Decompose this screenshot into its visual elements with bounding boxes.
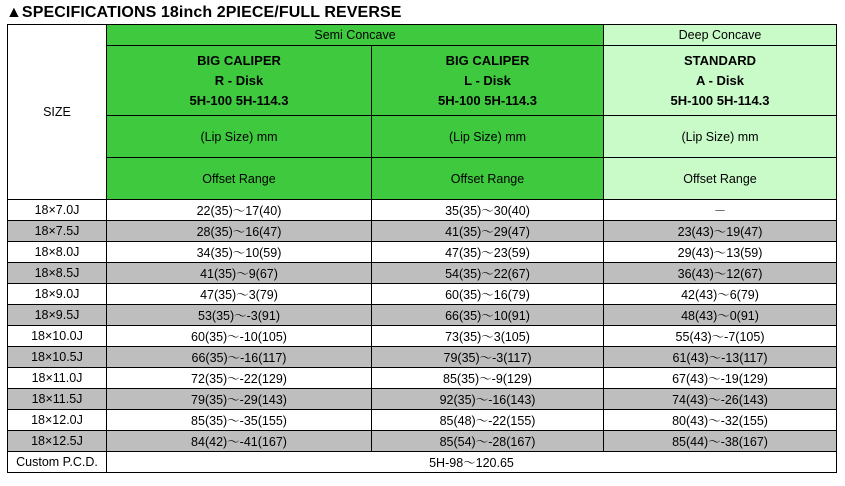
r-disk-offset-cell: 84(42)～-41(167) — [107, 431, 372, 452]
table-row — [8, 389, 837, 410]
size-cell: 18×7.0J — [8, 200, 107, 221]
l-disk-offset-cell: 85(35)～-9(129) — [372, 368, 604, 389]
col-r-line2: R - Disk — [214, 72, 264, 88]
col-a-line1: STANDARD — [684, 52, 756, 68]
table-row — [8, 326, 837, 347]
a-disk-offset-cell: 85(44)～-38(167) — [604, 431, 837, 452]
col-l-line2: L - Disk — [464, 72, 511, 88]
col-a-line2: A - Disk — [696, 72, 744, 88]
col-r-line1: BIG CALIPER — [197, 52, 281, 68]
size-cell: 18×9.5J — [8, 305, 107, 326]
l-disk-offset-cell: 60(35)～16(79) — [372, 284, 604, 305]
l-disk-offset-cell: 47(35)～23(59) — [372, 242, 604, 263]
l-disk-offset-cell: 54(35)～22(67) — [372, 263, 604, 284]
table-row — [8, 200, 837, 221]
r-disk-offset-cell: 34(35)～10(59) — [107, 242, 372, 263]
size-cell: 18×8.5J — [8, 263, 107, 284]
group-semi-concave: Semi Concave — [107, 25, 604, 46]
size-cell: 18×9.0J — [8, 284, 107, 305]
size-cell: 18×10.0J — [8, 326, 107, 347]
size-cell: 18×10.5J — [8, 347, 107, 368]
a-disk-offset-cell: 42(43)～6(79) — [604, 284, 837, 305]
table-row — [8, 305, 837, 326]
size-cell: 18×8.0J — [8, 242, 107, 263]
col-r-offset-range: Offset Range — [107, 158, 372, 200]
r-disk-offset-cell: 79(35)～-29(143) — [107, 389, 372, 410]
r-disk-offset-cell: 47(35)～3(79) — [107, 284, 372, 305]
l-disk-offset-cell: 85(48)～-22(155) — [372, 410, 604, 431]
r-disk-offset-cell: 41(35)～9(67) — [107, 263, 372, 284]
r-disk-offset-cell: 60(35)～-10(105) — [107, 326, 372, 347]
l-disk-offset-cell: 85(54)～-28(167) — [372, 431, 604, 452]
size-cell: 18×7.5J — [8, 221, 107, 242]
r-disk-offset-cell: 22(35)～17(40) — [107, 200, 372, 221]
l-disk-offset-cell: 66(35)～10(91) — [372, 305, 604, 326]
col-a-line3: 5H-100 5H-114.3 — [670, 92, 770, 108]
col-l-lip-size: (Lip Size) mm — [372, 116, 604, 158]
group-deep-concave: Deep Concave — [604, 25, 837, 46]
col-a-offset-range: Offset Range — [604, 158, 837, 200]
custom-pcd-row — [8, 452, 837, 473]
l-disk-offset-cell: 73(35)～3(105) — [372, 326, 604, 347]
col-l-line3: 5H-100 5H-114.3 — [438, 92, 538, 108]
col-a-disk-header — [604, 46, 837, 116]
r-disk-offset-cell: 28(35)～16(47) — [107, 221, 372, 242]
r-disk-offset-cell: 66(35)～-16(117) — [107, 347, 372, 368]
a-disk-offset-cell: 67(43)～-19(129) — [604, 368, 837, 389]
table-row — [8, 263, 837, 284]
a-disk-offset-cell: 55(43)～-7(105) — [604, 326, 837, 347]
size-header: SIZE — [8, 25, 107, 200]
table-row — [8, 284, 837, 305]
l-disk-offset-cell: 41(35)～29(47) — [372, 221, 604, 242]
spec-table — [7, 24, 837, 473]
size-cell: 18×12.0J — [8, 410, 107, 431]
table-row — [8, 242, 837, 263]
a-disk-offset-cell: 74(43)～-26(143) — [604, 389, 837, 410]
r-disk-offset-cell: 53(35)～-3(91) — [107, 305, 372, 326]
a-disk-offset-cell: － — [604, 200, 837, 221]
col-r-disk-header — [107, 46, 372, 116]
table-row — [8, 347, 837, 368]
a-disk-offset-cell: 61(43)～-13(117) — [604, 347, 837, 368]
r-disk-offset-cell: 72(35)～-22(129) — [107, 368, 372, 389]
size-cell: 18×11.5J — [8, 389, 107, 410]
col-l-line1: BIG CALIPER — [445, 52, 530, 68]
l-disk-offset-cell: 79(35)～-3(117) — [372, 347, 604, 368]
table-row — [8, 410, 837, 431]
a-disk-offset-cell: 80(43)～-32(155) — [604, 410, 837, 431]
size-cell: 18×11.0J — [8, 368, 107, 389]
table-row — [8, 221, 837, 242]
l-disk-offset-cell: 35(35)～30(40) — [372, 200, 604, 221]
page-title: ▲SPECIFICATIONS 18inch 2PIECE/FULL REVERSE — [6, 4, 402, 21]
col-r-line3: 5H-100 5H-114.3 — [189, 92, 289, 108]
custom-pcd-label: Custom P.C.D. — [8, 452, 107, 473]
col-l-offset-range: Offset Range — [372, 158, 604, 200]
col-a-lip-size: (Lip Size) mm — [604, 116, 837, 158]
col-r-lip-size: (Lip Size) mm — [107, 116, 372, 158]
a-disk-offset-cell: 36(43)～12(67) — [604, 263, 837, 284]
a-disk-offset-cell: 23(43)～19(47) — [604, 221, 837, 242]
table-row — [8, 368, 837, 389]
size-cell: 18×12.5J — [8, 431, 107, 452]
table-row — [8, 431, 837, 452]
a-disk-offset-cell: 48(43)～0(91) — [604, 305, 837, 326]
r-disk-offset-cell: 85(35)～-35(155) — [107, 410, 372, 431]
a-disk-offset-cell: 29(43)～13(59) — [604, 242, 837, 263]
l-disk-offset-cell: 92(35)～-16(143) — [372, 389, 604, 410]
col-l-disk-header — [372, 46, 604, 116]
custom-pcd-value: 5H-98～120.65 — [107, 452, 837, 473]
